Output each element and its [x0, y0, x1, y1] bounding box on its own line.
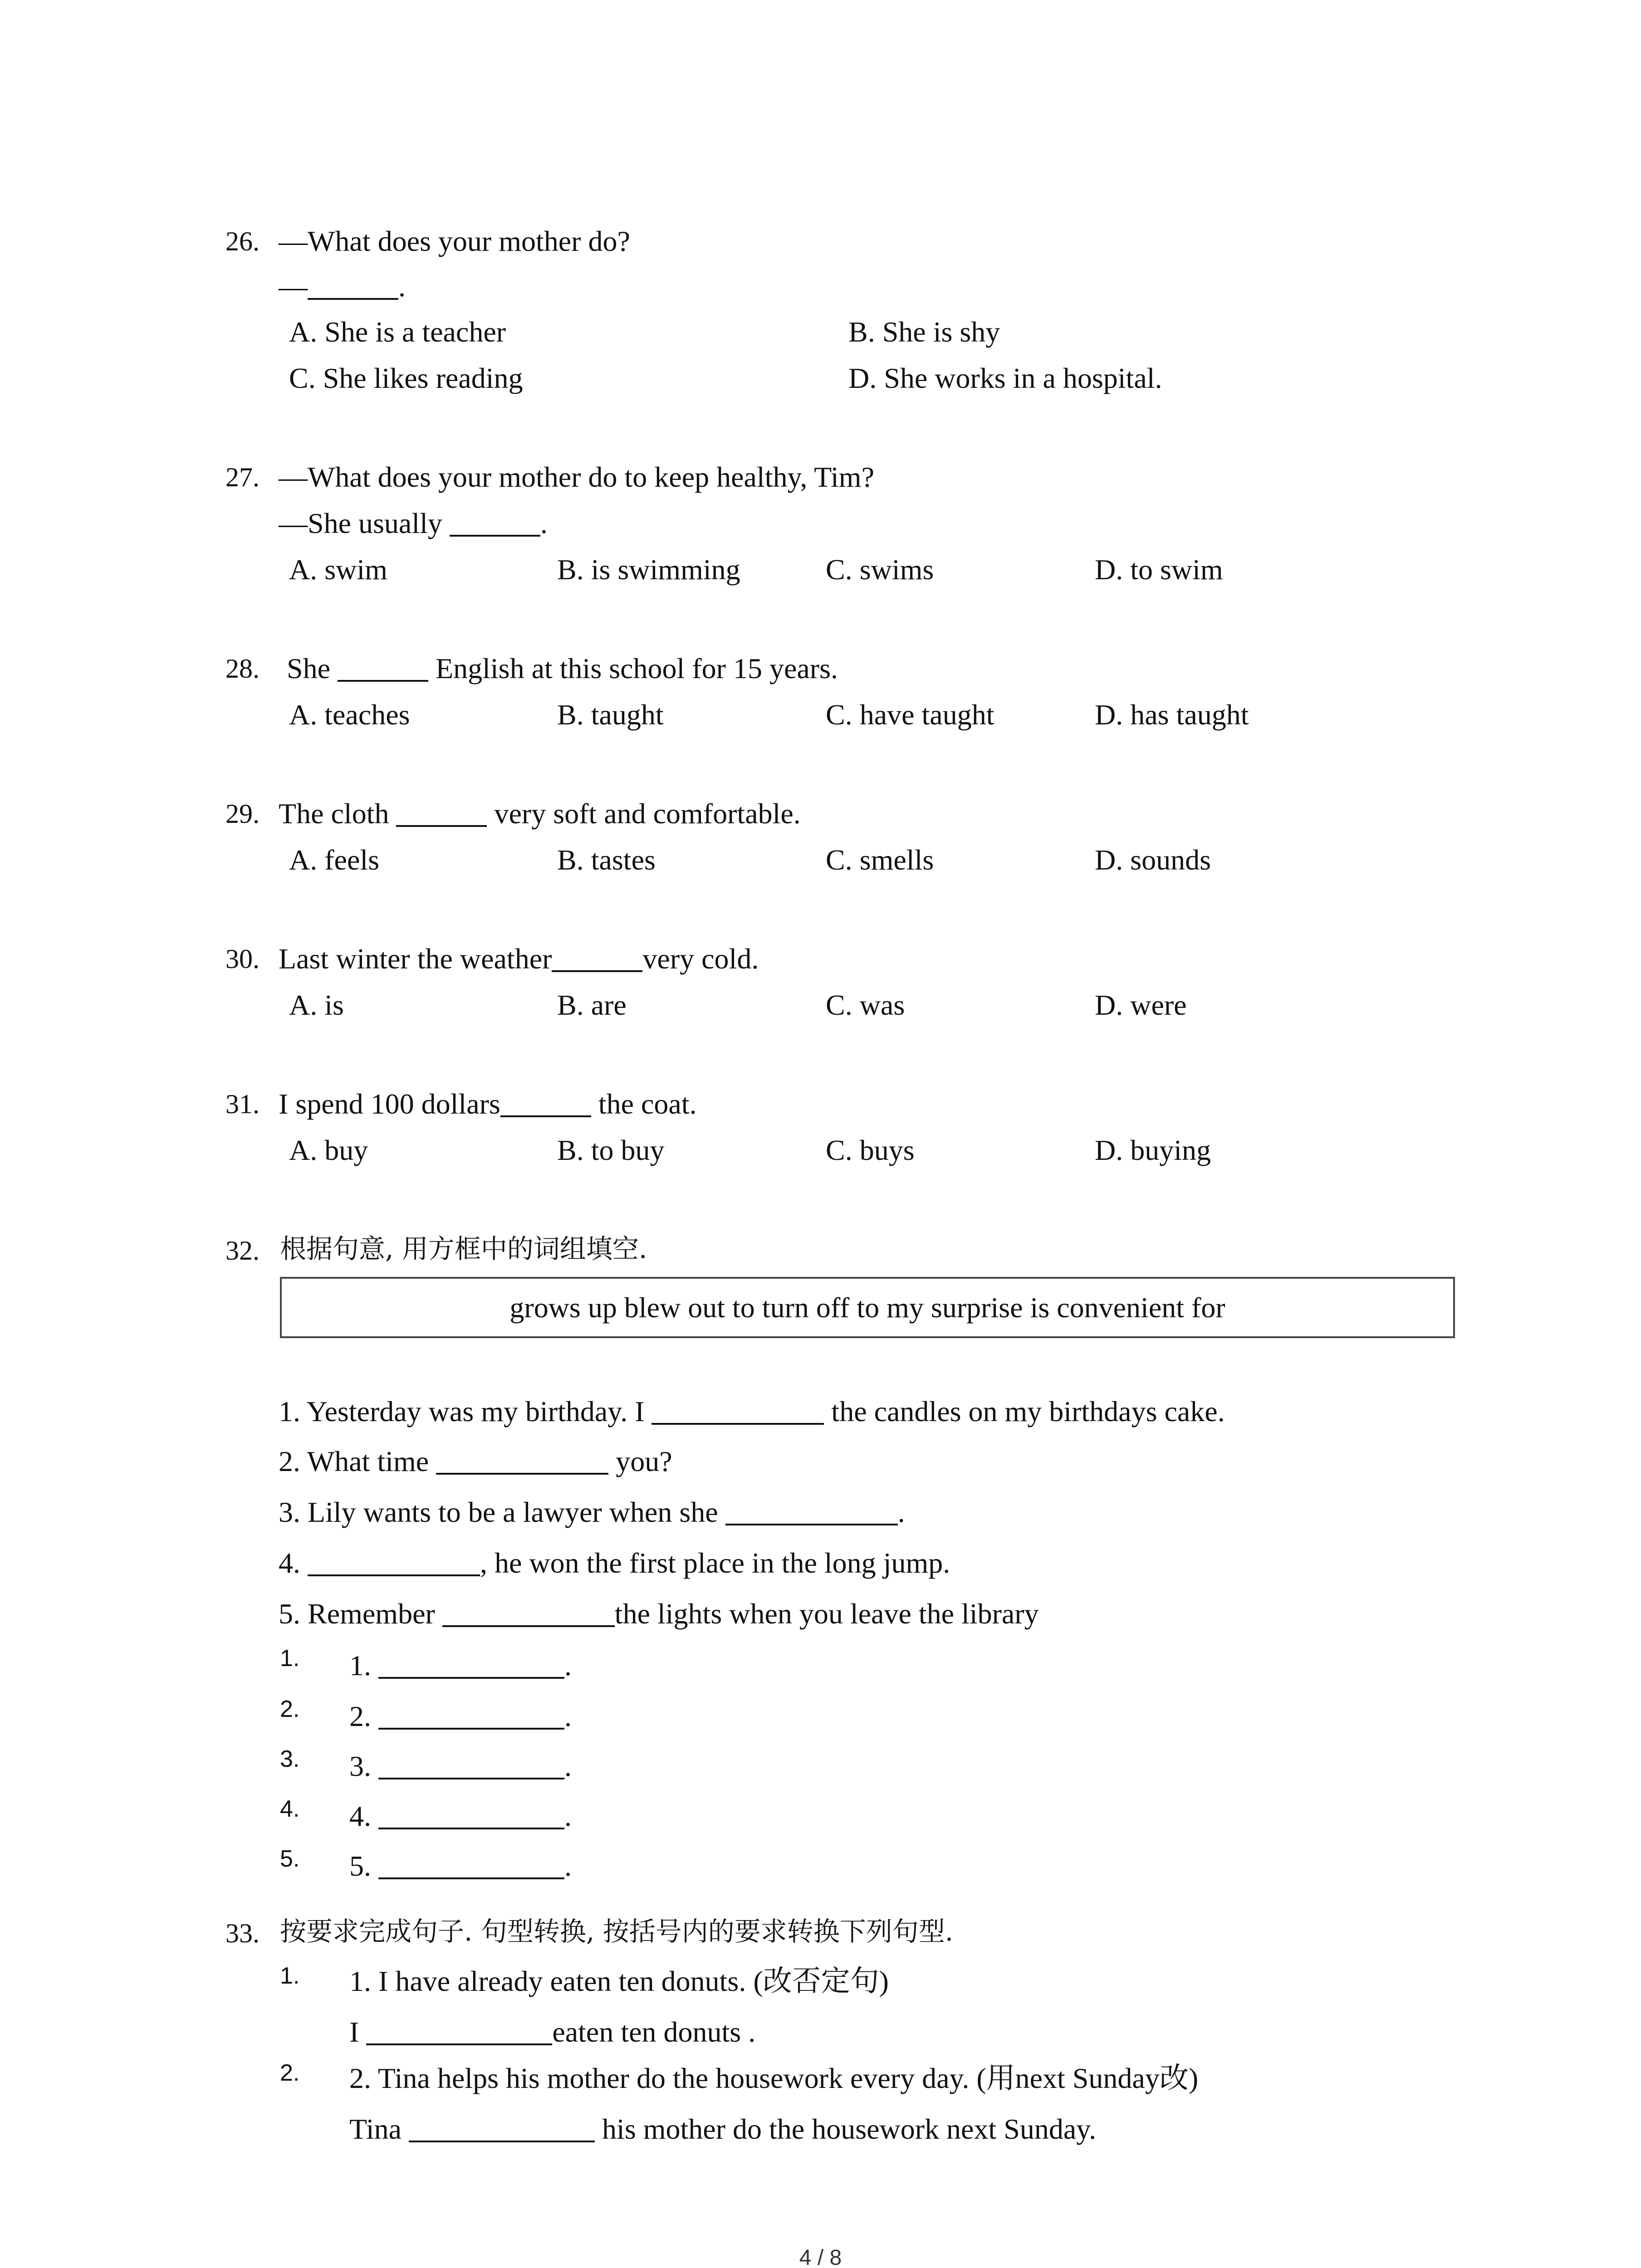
option-b[interactable]: B. is swimming [557, 553, 740, 586]
answer-line-3[interactable] [349, 1752, 572, 1781]
period: . [564, 1800, 572, 1832]
question-start: The cloth [279, 797, 389, 830]
option-b[interactable]: B. to buy [557, 1134, 665, 1166]
blank [436, 1473, 608, 1475]
question-number: 28. [225, 654, 260, 684]
option-a[interactable]: A. is [289, 989, 344, 1021]
question-number: 33. [225, 1918, 260, 1948]
answer-line-2[interactable] [349, 1702, 572, 1731]
option-c[interactable]: C. smells [826, 844, 934, 876]
option-b[interactable]: B. tastes [557, 844, 656, 876]
option-d[interactable]: D. She works in a hospital. [848, 362, 1162, 394]
question-end: very soft and comfortable. [494, 797, 801, 830]
answer-blank[interactable] [366, 2043, 552, 2045]
period: . [540, 507, 548, 539]
word-box-text: grows up blew out to turn off to my surprise is convenient for [509, 1291, 1225, 1324]
answer-line [279, 509, 548, 538]
option-d[interactable]: D. has taught [1095, 699, 1249, 731]
answer-line [279, 272, 406, 301]
question-text [279, 944, 759, 973]
reply-text: —She usually [279, 507, 442, 539]
word-box [280, 1277, 1455, 1338]
answer-blank[interactable] [409, 2141, 595, 2142]
sentence-4 [279, 1549, 950, 1578]
option-a[interactable]: A. buy [289, 1134, 368, 1166]
answer-marker: 1. [280, 1645, 300, 1672]
option-c[interactable]: C. She likes reading [289, 362, 523, 394]
option-c[interactable]: C. was [826, 989, 905, 1021]
answer-marker: 4. [280, 1796, 300, 1822]
sentence-end: you? [616, 1445, 672, 1477]
question-text: —What does your mother do to keep healthy, Tim? [279, 461, 874, 493]
option-b[interactable]: B. are [557, 989, 627, 1021]
answer-marker: 3. [280, 1746, 300, 1772]
period: . [564, 1700, 572, 1732]
blank [500, 1115, 591, 1117]
item-marker: 2. [280, 2060, 300, 2086]
option-b[interactable]: B. She is shy [848, 316, 1000, 348]
sentence-start: 5. Remember [279, 1598, 435, 1630]
question-number: 26. [225, 226, 260, 256]
question-start: I spend 100 dollars [279, 1088, 500, 1120]
option-c[interactable]: C. have taught [826, 699, 994, 731]
option-c[interactable]: C. swims [826, 553, 934, 586]
page-number: 4 / 8 [799, 2246, 842, 2268]
answer-blank[interactable] [378, 1728, 564, 1730]
option-a[interactable]: A. teaches [289, 699, 410, 731]
item-answer-line [349, 2115, 1096, 2144]
option-d[interactable]: D. were [1095, 989, 1187, 1021]
answer-line-4[interactable] [349, 1802, 572, 1831]
sentence-end: . [897, 1496, 905, 1528]
option-b[interactable]: B. taught [557, 699, 664, 731]
blank [552, 970, 642, 972]
blank [396, 825, 487, 827]
period: . [564, 1850, 572, 1882]
answer-start: Tina [349, 2113, 402, 2145]
question-number: 31. [225, 1089, 260, 1119]
dash: — [279, 270, 308, 303]
answer-blank[interactable] [378, 1677, 564, 1679]
question-number: 32. [225, 1236, 260, 1266]
sentence-3 [279, 1498, 905, 1527]
question-text [287, 654, 838, 683]
answer-blank[interactable] [378, 1877, 564, 1879]
answer-label: 2. [349, 1700, 371, 1732]
question-number: 29. [225, 799, 260, 829]
option-a[interactable]: A. She is a teacher [289, 316, 506, 348]
question-start: Last winter the weather [279, 943, 552, 975]
answer-label: 3. [349, 1750, 371, 1782]
sentence-start: 4. [279, 1547, 300, 1579]
answer-end: eaten ten donuts . [552, 2016, 756, 2048]
answer-end: his mother do the housework next Sunday. [602, 2113, 1097, 2145]
item-marker: 1. [280, 1963, 300, 1989]
option-d[interactable]: D. sounds [1095, 844, 1211, 876]
blank [308, 1574, 480, 1576]
question-number: 27. [225, 462, 260, 492]
item-prompt: 1. I have already eaten ten donuts. (改否定句) [349, 1965, 889, 1997]
question-text [279, 1090, 697, 1119]
answer-line-1[interactable] [349, 1651, 572, 1680]
answer-line-5[interactable] [349, 1852, 572, 1881]
answer-blank[interactable] [378, 1778, 564, 1779]
blank [442, 1625, 615, 1627]
sentence-5 [279, 1599, 1039, 1628]
blank [450, 535, 540, 537]
sentence-1 [279, 1397, 1225, 1426]
sentence-end: , he won the first place in the long jump. [480, 1547, 950, 1579]
item-prompt: 2. Tina helps his mother do the housework every day. (用next Sunday改) [349, 2062, 1199, 2094]
sentence-end: the candles on my birthdays cake. [831, 1395, 1225, 1427]
answer-marker: 5. [280, 1846, 300, 1872]
sentence-start: 1. Yesterday was my birthday. I [279, 1395, 645, 1427]
question-number: 30. [225, 944, 260, 974]
period: . [398, 270, 406, 303]
question-end: very cold. [642, 943, 759, 975]
blank [308, 298, 398, 300]
sentence-2 [279, 1447, 672, 1476]
answer-start: I [349, 2016, 359, 2048]
answer-label: 4. [349, 1800, 371, 1832]
period: . [564, 1649, 572, 1681]
option-d[interactable]: D. buying [1095, 1134, 1211, 1166]
period: . [564, 1750, 572, 1782]
question-text: —What does your mother do? [279, 225, 630, 257]
option-a[interactable]: A. swim [289, 553, 387, 586]
instruction: 根据句意, 用方框中的词组填空. [280, 1233, 647, 1264]
question-text [279, 799, 801, 828]
blank [338, 680, 428, 682]
option-a[interactable]: A. feels [289, 844, 380, 876]
answer-label: 5. [349, 1850, 371, 1882]
sentence-start: 3. Lily wants to be a lawyer when she [279, 1496, 718, 1528]
question-end: English at this school for 15 years. [436, 652, 838, 684]
answer-marker: 2. [280, 1696, 300, 1722]
blank [652, 1423, 824, 1425]
sentence-start: 2. What time [279, 1445, 429, 1477]
option-c[interactable]: C. buys [826, 1134, 915, 1166]
answer-label: 1. [349, 1649, 371, 1681]
item-answer-line [349, 2018, 755, 2047]
question-start: She [287, 652, 330, 684]
answer-blank[interactable] [378, 1828, 564, 1829]
option-d[interactable]: D. to swim [1095, 553, 1223, 586]
blank [725, 1524, 898, 1525]
instruction: 按要求完成句子. 句型转换, 按括号内的要求转换下列句型. [280, 1916, 954, 1947]
question-end: the coat. [598, 1088, 697, 1120]
sentence-end: the lights when you leave the library [614, 1598, 1039, 1630]
